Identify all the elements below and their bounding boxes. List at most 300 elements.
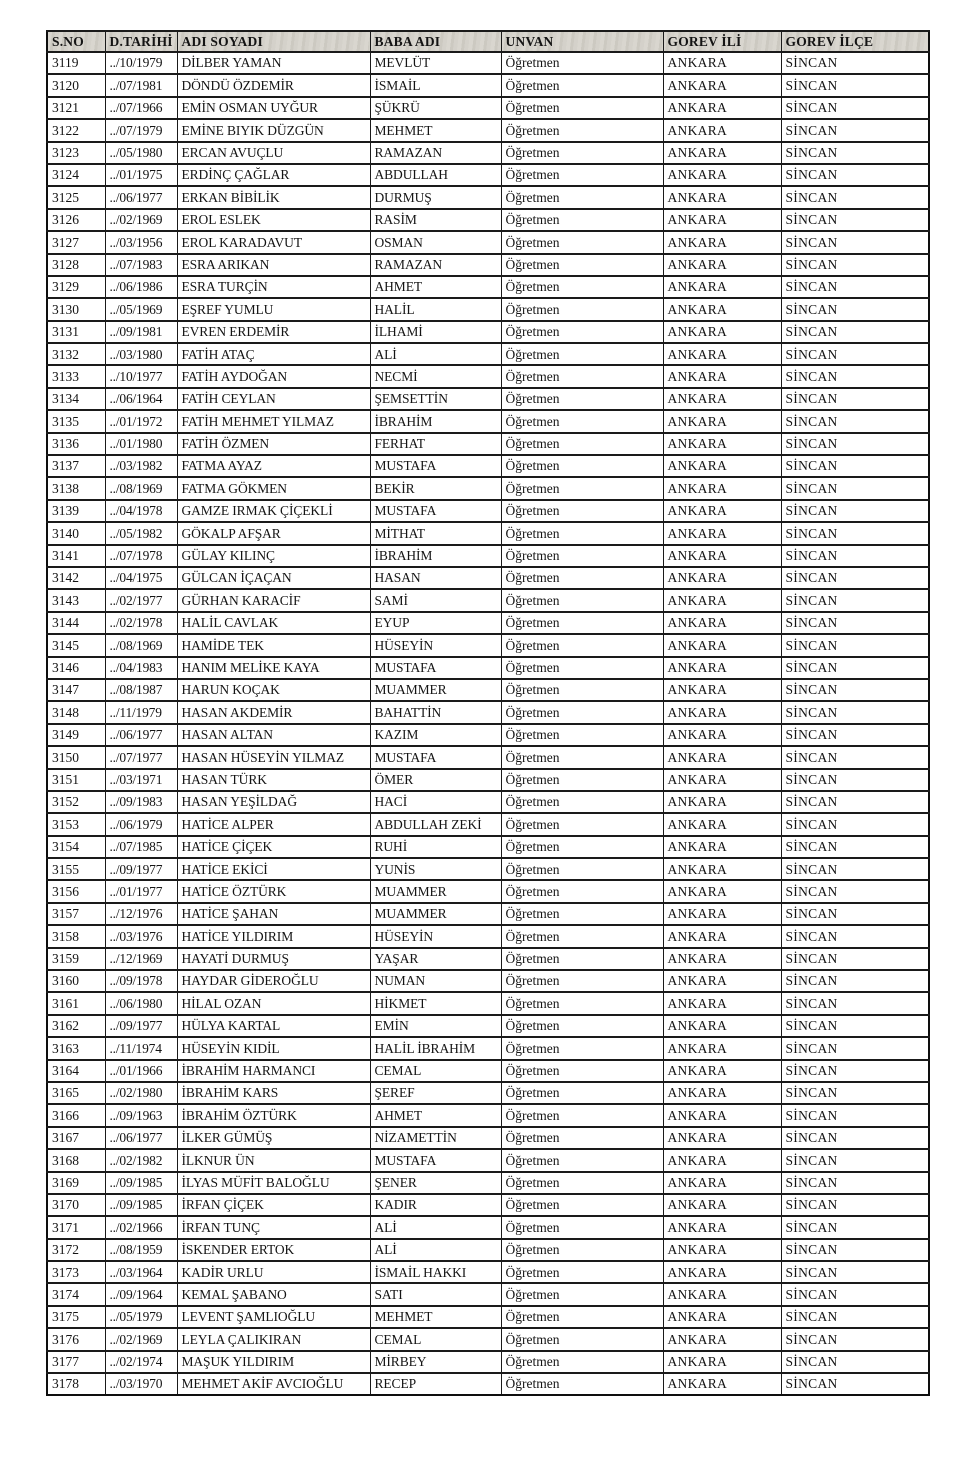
province-cell: ANKARA bbox=[663, 455, 781, 477]
title-cell: Öğretmen bbox=[501, 388, 663, 410]
province-cell: ANKARA bbox=[663, 343, 781, 365]
father-name-cell: HÜSEYİN bbox=[370, 925, 501, 947]
table-row bbox=[47, 634, 929, 656]
father-name-cell: RECEP bbox=[370, 1373, 501, 1395]
title-cell: Öğretmen bbox=[501, 701, 663, 723]
father-name-cell: OSMAN bbox=[370, 231, 501, 253]
title-cell: Öğretmen bbox=[501, 925, 663, 947]
district-cell: SİNCAN bbox=[781, 545, 929, 567]
serial-number-cell: 3168 bbox=[47, 1149, 105, 1171]
father-name-cell: RASİM bbox=[370, 209, 501, 231]
serial-number-cell: 3163 bbox=[47, 1037, 105, 1059]
title-cell: Öğretmen bbox=[501, 992, 663, 1014]
serial-number-cell: 3174 bbox=[47, 1283, 105, 1305]
full-name-cell: FATİH ÖZMEN bbox=[177, 433, 370, 455]
district-cell: SİNCAN bbox=[781, 142, 929, 164]
serial-number-cell: 3161 bbox=[47, 992, 105, 1014]
father-name-cell: HİKMET bbox=[370, 992, 501, 1014]
full-name-cell: EROL KARADAVUT bbox=[177, 231, 370, 253]
province-cell: ANKARA bbox=[663, 1328, 781, 1350]
birth-date-cell: ../07/1979 bbox=[105, 119, 177, 141]
father-name-cell: CEMAL bbox=[370, 1328, 501, 1350]
district-cell: SİNCAN bbox=[781, 813, 929, 835]
province-cell: ANKARA bbox=[663, 74, 781, 96]
birth-date-cell: ../04/1983 bbox=[105, 657, 177, 679]
table-row bbox=[47, 276, 929, 298]
birth-date-cell: ../03/1971 bbox=[105, 769, 177, 791]
serial-number-cell: 3131 bbox=[47, 321, 105, 343]
title-cell: Öğretmen bbox=[501, 433, 663, 455]
province-cell: ANKARA bbox=[663, 321, 781, 343]
full-name-cell: ERKAN BİBİLİK bbox=[177, 186, 370, 208]
serial-number-cell: 3169 bbox=[47, 1172, 105, 1194]
father-name-cell: FERHAT bbox=[370, 433, 501, 455]
title-cell: Öğretmen bbox=[501, 1351, 663, 1373]
table-row bbox=[47, 164, 929, 186]
province-cell: ANKARA bbox=[663, 903, 781, 925]
birth-date-cell: ../07/1985 bbox=[105, 836, 177, 858]
province-cell: ANKARA bbox=[663, 836, 781, 858]
province-cell: ANKARA bbox=[663, 746, 781, 768]
title-cell: Öğretmen bbox=[501, 142, 663, 164]
father-name-cell: İBRAHİM bbox=[370, 545, 501, 567]
serial-number-cell: 3151 bbox=[47, 769, 105, 791]
full-name-cell: HATİCE YILDIRIM bbox=[177, 925, 370, 947]
table-row bbox=[47, 1127, 929, 1149]
full-name-cell: EROL ESLEK bbox=[177, 209, 370, 231]
serial-number-cell: 3172 bbox=[47, 1239, 105, 1261]
province-cell: ANKARA bbox=[663, 209, 781, 231]
full-name-cell: HAYATİ DURMUŞ bbox=[177, 948, 370, 970]
district-cell: SİNCAN bbox=[781, 209, 929, 231]
serial-number-cell: 3153 bbox=[47, 813, 105, 835]
birth-date-cell: ../02/1980 bbox=[105, 1082, 177, 1104]
table-row bbox=[47, 119, 929, 141]
province-cell: ANKARA bbox=[663, 589, 781, 611]
district-cell: SİNCAN bbox=[781, 1015, 929, 1037]
table-row bbox=[47, 522, 929, 544]
full-name-cell: HATİCE ÇİÇEK bbox=[177, 836, 370, 858]
district-cell: SİNCAN bbox=[781, 1104, 929, 1126]
title-cell: Öğretmen bbox=[501, 410, 663, 432]
district-cell: SİNCAN bbox=[781, 1194, 929, 1216]
province-cell: ANKARA bbox=[663, 880, 781, 902]
full-name-cell: İLKER GÜMÜŞ bbox=[177, 1127, 370, 1149]
father-name-cell: MEHMET bbox=[370, 1306, 501, 1328]
father-name-cell: HALİL İBRAHİM bbox=[370, 1037, 501, 1059]
father-name-cell: HACİ bbox=[370, 791, 501, 813]
province-cell: ANKARA bbox=[663, 791, 781, 813]
district-cell: SİNCAN bbox=[781, 746, 929, 768]
province-cell: ANKARA bbox=[663, 500, 781, 522]
father-name-cell: KAZIM bbox=[370, 724, 501, 746]
serial-number-cell: 3121 bbox=[47, 97, 105, 119]
province-cell: ANKARA bbox=[663, 97, 781, 119]
father-name-cell: MUSTAFA bbox=[370, 657, 501, 679]
table-row bbox=[47, 589, 929, 611]
table-row bbox=[47, 433, 929, 455]
birth-date-cell: ../08/1959 bbox=[105, 1239, 177, 1261]
table-row bbox=[47, 455, 929, 477]
title-cell: Öğretmen bbox=[501, 746, 663, 768]
serial-number-cell: 3128 bbox=[47, 254, 105, 276]
district-cell: SİNCAN bbox=[781, 1037, 929, 1059]
table-row bbox=[47, 500, 929, 522]
birth-date-cell: ../05/1979 bbox=[105, 1306, 177, 1328]
table-header-col-unvan: UNVAN bbox=[501, 31, 663, 52]
table-row bbox=[47, 365, 929, 387]
table-row bbox=[47, 1239, 929, 1261]
table-row bbox=[47, 880, 929, 902]
district-cell: SİNCAN bbox=[781, 276, 929, 298]
table-row bbox=[47, 1328, 929, 1350]
title-cell: Öğretmen bbox=[501, 52, 663, 74]
table-row bbox=[47, 1082, 929, 1104]
father-name-cell: YUNİS bbox=[370, 858, 501, 880]
serial-number-cell: 3142 bbox=[47, 567, 105, 589]
full-name-cell: GÜRHAN KARACİF bbox=[177, 589, 370, 611]
table-row bbox=[47, 769, 929, 791]
father-name-cell: ÖMER bbox=[370, 769, 501, 791]
district-cell: SİNCAN bbox=[781, 164, 929, 186]
table-row bbox=[47, 791, 929, 813]
full-name-cell: EMİN OSMAN UYĞUR bbox=[177, 97, 370, 119]
table-row bbox=[47, 52, 929, 74]
table-row bbox=[47, 701, 929, 723]
title-cell: Öğretmen bbox=[501, 1149, 663, 1171]
title-cell: Öğretmen bbox=[501, 903, 663, 925]
birth-date-cell: ../09/1985 bbox=[105, 1194, 177, 1216]
birth-date-cell: ../10/1977 bbox=[105, 365, 177, 387]
father-name-cell: ALİ bbox=[370, 1216, 501, 1238]
table-header-row bbox=[47, 31, 929, 52]
serial-number-cell: 3150 bbox=[47, 746, 105, 768]
table-header-col-sno: S.NO bbox=[47, 31, 105, 52]
father-name-cell: KADIR bbox=[370, 1194, 501, 1216]
district-cell: SİNCAN bbox=[781, 1373, 929, 1395]
serial-number-cell: 3133 bbox=[47, 365, 105, 387]
table-row bbox=[47, 746, 929, 768]
birth-date-cell: ../02/1966 bbox=[105, 1216, 177, 1238]
father-name-cell: HÜSEYİN bbox=[370, 634, 501, 656]
birth-date-cell: ../04/1978 bbox=[105, 500, 177, 522]
title-cell: Öğretmen bbox=[501, 1261, 663, 1283]
full-name-cell: İBRAHİM KARS bbox=[177, 1082, 370, 1104]
title-cell: Öğretmen bbox=[501, 545, 663, 567]
district-cell: SİNCAN bbox=[781, 880, 929, 902]
title-cell: Öğretmen bbox=[501, 186, 663, 208]
father-name-cell: İLHAMİ bbox=[370, 321, 501, 343]
birth-date-cell: ../02/1969 bbox=[105, 1328, 177, 1350]
title-cell: Öğretmen bbox=[501, 880, 663, 902]
title-cell: Öğretmen bbox=[501, 209, 663, 231]
table-row bbox=[47, 209, 929, 231]
birth-date-cell: ../02/1977 bbox=[105, 589, 177, 611]
birth-date-cell: ../08/1969 bbox=[105, 477, 177, 499]
father-name-cell: DURMUŞ bbox=[370, 186, 501, 208]
title-cell: Öğretmen bbox=[501, 1373, 663, 1395]
table-row bbox=[47, 186, 929, 208]
birth-date-cell: ../09/1964 bbox=[105, 1283, 177, 1305]
district-cell: SİNCAN bbox=[781, 52, 929, 74]
birth-date-cell: ../03/1982 bbox=[105, 455, 177, 477]
title-cell: Öğretmen bbox=[501, 1104, 663, 1126]
serial-number-cell: 3175 bbox=[47, 1306, 105, 1328]
serial-number-cell: 3178 bbox=[47, 1373, 105, 1395]
title-cell: Öğretmen bbox=[501, 791, 663, 813]
father-name-cell: MİTHAT bbox=[370, 522, 501, 544]
district-cell: SİNCAN bbox=[781, 1306, 929, 1328]
serial-number-cell: 3155 bbox=[47, 858, 105, 880]
full-name-cell: ERCAN AVUÇLU bbox=[177, 142, 370, 164]
father-name-cell: ABDULLAH bbox=[370, 164, 501, 186]
full-name-cell: EVREN ERDEMİR bbox=[177, 321, 370, 343]
district-cell: SİNCAN bbox=[781, 74, 929, 96]
full-name-cell: KEMAL ŞABANO bbox=[177, 1283, 370, 1305]
full-name-cell: HATİCE ÖZTÜRK bbox=[177, 880, 370, 902]
province-cell: ANKARA bbox=[663, 612, 781, 634]
serial-number-cell: 3167 bbox=[47, 1127, 105, 1149]
father-name-cell: HALİL bbox=[370, 298, 501, 320]
title-cell: Öğretmen bbox=[501, 1328, 663, 1350]
title-cell: Öğretmen bbox=[501, 1172, 663, 1194]
title-cell: Öğretmen bbox=[501, 1082, 663, 1104]
serial-number-cell: 3173 bbox=[47, 1261, 105, 1283]
title-cell: Öğretmen bbox=[501, 567, 663, 589]
full-name-cell: FATİH MEHMET YILMAZ bbox=[177, 410, 370, 432]
table-row bbox=[47, 1373, 929, 1395]
table-row bbox=[47, 1306, 929, 1328]
father-name-cell: İSMAİL bbox=[370, 74, 501, 96]
father-name-cell: BAHATTİN bbox=[370, 701, 501, 723]
table-row bbox=[47, 142, 929, 164]
birth-date-cell: ../04/1975 bbox=[105, 567, 177, 589]
table-row bbox=[47, 254, 929, 276]
birth-date-cell: ../09/1978 bbox=[105, 970, 177, 992]
full-name-cell: EMİNE BIYIK DÜZGÜN bbox=[177, 119, 370, 141]
title-cell: Öğretmen bbox=[501, 522, 663, 544]
birth-date-cell: ../01/1972 bbox=[105, 410, 177, 432]
father-name-cell: BEKİR bbox=[370, 477, 501, 499]
serial-number-cell: 3160 bbox=[47, 970, 105, 992]
serial-number-cell: 3129 bbox=[47, 276, 105, 298]
father-name-cell: RAMAZAN bbox=[370, 254, 501, 276]
full-name-cell: HASAN AKDEMİR bbox=[177, 701, 370, 723]
full-name-cell: HATİCE EKİCİ bbox=[177, 858, 370, 880]
table-row bbox=[47, 1104, 929, 1126]
birth-date-cell: ../11/1974 bbox=[105, 1037, 177, 1059]
serial-number-cell: 3132 bbox=[47, 343, 105, 365]
father-name-cell: EYUP bbox=[370, 612, 501, 634]
province-cell: ANKARA bbox=[663, 545, 781, 567]
father-name-cell: NİZAMETTİN bbox=[370, 1127, 501, 1149]
birth-date-cell: ../07/1981 bbox=[105, 74, 177, 96]
serial-number-cell: 3138 bbox=[47, 477, 105, 499]
birth-date-cell: ../01/1975 bbox=[105, 164, 177, 186]
province-cell: ANKARA bbox=[663, 231, 781, 253]
father-name-cell: SATI bbox=[370, 1283, 501, 1305]
full-name-cell: HAMİDE TEK bbox=[177, 634, 370, 656]
father-name-cell: RAMAZAN bbox=[370, 142, 501, 164]
table-header-col-adi-soyadi: ADI SOYADI bbox=[177, 31, 370, 52]
father-name-cell: ŞENER bbox=[370, 1172, 501, 1194]
birth-date-cell: ../02/1978 bbox=[105, 612, 177, 634]
table-row bbox=[47, 410, 929, 432]
table-row bbox=[47, 903, 929, 925]
province-cell: ANKARA bbox=[663, 1104, 781, 1126]
district-cell: SİNCAN bbox=[781, 992, 929, 1014]
district-cell: SİNCAN bbox=[781, 231, 929, 253]
table-row bbox=[47, 545, 929, 567]
district-cell: SİNCAN bbox=[781, 1172, 929, 1194]
birth-date-cell: ../06/1964 bbox=[105, 388, 177, 410]
province-cell: ANKARA bbox=[663, 119, 781, 141]
full-name-cell: HASAN HÜSEYİN YILMAZ bbox=[177, 746, 370, 768]
father-name-cell: ALİ bbox=[370, 343, 501, 365]
title-cell: Öğretmen bbox=[501, 589, 663, 611]
birth-date-cell: ../05/1980 bbox=[105, 142, 177, 164]
birth-date-cell: ../03/1970 bbox=[105, 1373, 177, 1395]
father-name-cell: AHMET bbox=[370, 276, 501, 298]
province-cell: ANKARA bbox=[663, 522, 781, 544]
table-row bbox=[47, 1149, 929, 1171]
title-cell: Öğretmen bbox=[501, 455, 663, 477]
province-cell: ANKARA bbox=[663, 679, 781, 701]
birth-date-cell: ../08/1969 bbox=[105, 634, 177, 656]
birth-date-cell: ../05/1982 bbox=[105, 522, 177, 544]
table-row bbox=[47, 992, 929, 1014]
full-name-cell: FATMA GÖKMEN bbox=[177, 477, 370, 499]
full-name-cell: HATİCE ŞAHAN bbox=[177, 903, 370, 925]
table-row bbox=[47, 97, 929, 119]
father-name-cell: ŞEREF bbox=[370, 1082, 501, 1104]
full-name-cell: FATİH ATAÇ bbox=[177, 343, 370, 365]
province-cell: ANKARA bbox=[663, 1261, 781, 1283]
father-name-cell: CEMAL bbox=[370, 1060, 501, 1082]
full-name-cell: İLYAS MÜFİT BALOĞLU bbox=[177, 1172, 370, 1194]
district-cell: SİNCAN bbox=[781, 1127, 929, 1149]
full-name-cell: HATİCE ALPER bbox=[177, 813, 370, 835]
district-cell: SİNCAN bbox=[781, 589, 929, 611]
district-cell: SİNCAN bbox=[781, 254, 929, 276]
serial-number-cell: 3170 bbox=[47, 1194, 105, 1216]
full-name-cell: HANIM MELİKE KAYA bbox=[177, 657, 370, 679]
title-cell: Öğretmen bbox=[501, 298, 663, 320]
full-name-cell: İLKNUR ÜN bbox=[177, 1149, 370, 1171]
table-row bbox=[47, 567, 929, 589]
table-row bbox=[47, 1037, 929, 1059]
serial-number-cell: 3149 bbox=[47, 724, 105, 746]
serial-number-cell: 3162 bbox=[47, 1015, 105, 1037]
father-name-cell: MİRBEY bbox=[370, 1351, 501, 1373]
table-row bbox=[47, 1060, 929, 1082]
table-row bbox=[47, 724, 929, 746]
full-name-cell: LEYLA ÇALIKIRAN bbox=[177, 1328, 370, 1350]
district-cell: SİNCAN bbox=[781, 1261, 929, 1283]
full-name-cell: ESRA ARIKAN bbox=[177, 254, 370, 276]
district-cell: SİNCAN bbox=[781, 365, 929, 387]
province-cell: ANKARA bbox=[663, 298, 781, 320]
title-cell: Öğretmen bbox=[501, 813, 663, 835]
birth-date-cell: ../06/1986 bbox=[105, 276, 177, 298]
district-cell: SİNCAN bbox=[781, 903, 929, 925]
district-cell: SİNCAN bbox=[781, 970, 929, 992]
father-name-cell: YAŞAR bbox=[370, 948, 501, 970]
serial-number-cell: 3154 bbox=[47, 836, 105, 858]
full-name-cell: KADİR URLU bbox=[177, 1261, 370, 1283]
birth-date-cell: ../03/1976 bbox=[105, 925, 177, 947]
birth-date-cell: ../07/1977 bbox=[105, 746, 177, 768]
serial-number-cell: 3159 bbox=[47, 948, 105, 970]
district-cell: SİNCAN bbox=[781, 119, 929, 141]
province-cell: ANKARA bbox=[663, 858, 781, 880]
full-name-cell: HÜSEYİN KIDİL bbox=[177, 1037, 370, 1059]
full-name-cell: HARUN KOÇAK bbox=[177, 679, 370, 701]
table-row bbox=[47, 612, 929, 634]
district-cell: SİNCAN bbox=[781, 791, 929, 813]
birth-date-cell: ../06/1977 bbox=[105, 1127, 177, 1149]
birth-date-cell: ../09/1977 bbox=[105, 1015, 177, 1037]
district-cell: SİNCAN bbox=[781, 433, 929, 455]
table-row bbox=[47, 1351, 929, 1373]
birth-date-cell: ../01/1977 bbox=[105, 880, 177, 902]
serial-number-cell: 3144 bbox=[47, 612, 105, 634]
serial-number-cell: 3119 bbox=[47, 52, 105, 74]
full-name-cell: HÜLYA KARTAL bbox=[177, 1015, 370, 1037]
district-cell: SİNCAN bbox=[781, 1149, 929, 1171]
serial-number-cell: 3166 bbox=[47, 1104, 105, 1126]
title-cell: Öğretmen bbox=[501, 970, 663, 992]
birth-date-cell: ../02/1982 bbox=[105, 1149, 177, 1171]
province-cell: ANKARA bbox=[663, 1194, 781, 1216]
title-cell: Öğretmen bbox=[501, 1037, 663, 1059]
title-cell: Öğretmen bbox=[501, 119, 663, 141]
district-cell: SİNCAN bbox=[781, 769, 929, 791]
title-cell: Öğretmen bbox=[501, 231, 663, 253]
father-name-cell: MEHMET bbox=[370, 119, 501, 141]
birth-date-cell: ../06/1980 bbox=[105, 992, 177, 1014]
title-cell: Öğretmen bbox=[501, 1306, 663, 1328]
serial-number-cell: 3156 bbox=[47, 880, 105, 902]
title-cell: Öğretmen bbox=[501, 1015, 663, 1037]
district-cell: SİNCAN bbox=[781, 410, 929, 432]
title-cell: Öğretmen bbox=[501, 657, 663, 679]
table-header-col-baba-adi: BABA ADI bbox=[370, 31, 501, 52]
serial-number-cell: 3140 bbox=[47, 522, 105, 544]
title-cell: Öğretmen bbox=[501, 477, 663, 499]
full-name-cell: DÖNDÜ ÖZDEMİR bbox=[177, 74, 370, 96]
full-name-cell: İRFAN TUNÇ bbox=[177, 1216, 370, 1238]
province-cell: ANKARA bbox=[663, 813, 781, 835]
full-name-cell: FATMA AYAZ bbox=[177, 455, 370, 477]
province-cell: ANKARA bbox=[663, 1351, 781, 1373]
full-name-cell: LEVENT ŞAMLIOĞLU bbox=[177, 1306, 370, 1328]
birth-date-cell: ../12/1976 bbox=[105, 903, 177, 925]
district-cell: SİNCAN bbox=[781, 388, 929, 410]
district-cell: SİNCAN bbox=[781, 1239, 929, 1261]
title-cell: Öğretmen bbox=[501, 74, 663, 96]
serial-number-cell: 3139 bbox=[47, 500, 105, 522]
district-cell: SİNCAN bbox=[781, 724, 929, 746]
table-row bbox=[47, 388, 929, 410]
title-cell: Öğretmen bbox=[501, 500, 663, 522]
district-cell: SİNCAN bbox=[781, 522, 929, 544]
full-name-cell: FATİH AYDOĞAN bbox=[177, 365, 370, 387]
father-name-cell: MEVLÜT bbox=[370, 52, 501, 74]
serial-number-cell: 3124 bbox=[47, 164, 105, 186]
full-name-cell: İBRAHİM HARMANCI bbox=[177, 1060, 370, 1082]
serial-number-cell: 3126 bbox=[47, 209, 105, 231]
